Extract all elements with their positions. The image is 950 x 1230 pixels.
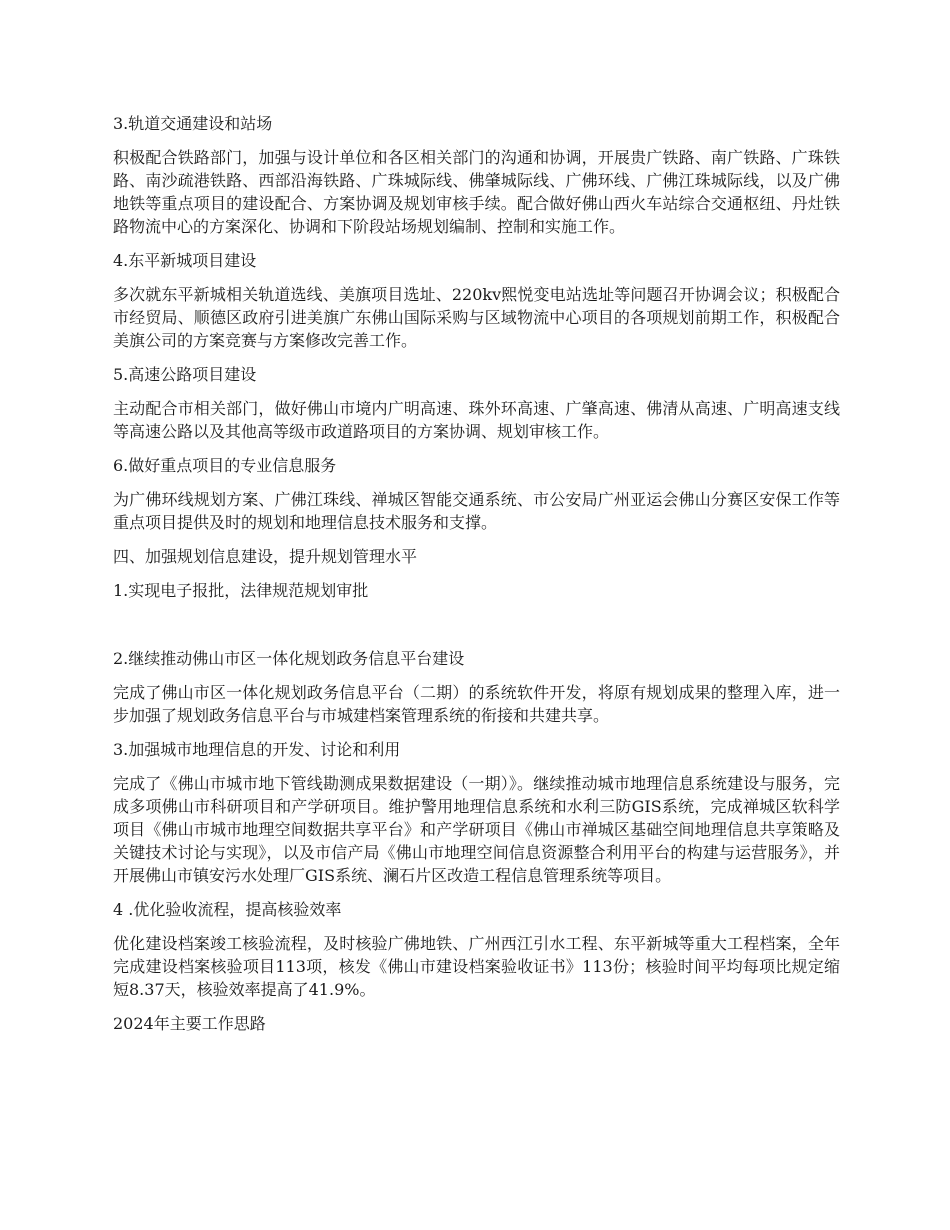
chapter-heading-four: 四、加强规划信息建设，提升规划管理水平 [113, 547, 418, 566]
paragraph-info-service: 为广佛环线规划方案、广佛江珠线、禅城区智能交通系统、市公安局广州亚运会佛山分赛区安保工作等重点项目提供及时的规划和地理信息技术服务和支撑。 [113, 490, 840, 532]
section-heading-2024-plan: 2024年主要工作思路 [113, 1014, 266, 1033]
section-heading-info-service: 6.做好重点项目的专业信息服务 [113, 456, 337, 475]
section-heading-acceptance: 4 .优化验收流程，提高核验效率 [113, 900, 342, 919]
paragraph-acceptance: 优化建设档案竣工核验流程，及时核验广佛地铁、广州西江引水工程、东平新城等重大工程档案，全年完成建设档案核验项目113项，核发《佛山市建设档案验收证书》113份；核验时间平均每项比规定缩短8.37天，核验效率提高了41.9%。 [113, 934, 840, 999]
paragraph-platform: 完成了佛山市区一体化规划政务信息平台（二期）的系统软件开发，将原有规划成果的整理入库，进一步加强了规划政务信息平台与市城建档案管理系统的衔接和共建共享。 [113, 683, 840, 725]
paragraph-highway: 主动配合市相关部门，做好佛山市境内广明高速、珠外环高速、广肇高速、佛清从高速、广明高速支线等高速公路以及其他高等级市政道路项目的方案协调、规划审核工作。 [113, 399, 840, 441]
section-heading-highway: 5.高速公路项目建设 [113, 365, 257, 384]
section-heading-rail: 3.轨道交通建设和站场 [113, 114, 273, 133]
paragraph-dongping: 多次就东平新城相关轨道选线、美旗项目选址、220kv熙悦变电站选址等问题召开协调会议；积极配合市经贸局、顺德区政府引进美旗广东佛山国际采购与区域物流中心项目的各项规划前期工作，积极配合美旗公司的方案竞赛与方案修改完善工作。 [113, 285, 840, 350]
section-heading-gis: 3.加强城市地理信息的开发、讨论和利用 [113, 740, 401, 759]
paragraph-gis: 完成了《佛山市城市地下管线勘测成果数据建设（一期）》。继续推动城市地理信息系统建设与服务，完成多项佛山市科研项目和产学研项目。维护警用地理信息系统和水利三防GIS系统，完成禅城区软科学项目《佛山市城市地理空间数据共享平台》和产学研项目《佛山市禅城区基础空间地理信息共享策略及关键技术讨论与实现》，以及市信产局《佛山市地理空间信息资源整合利用平台的构建与运营服务》，并开展佛山市镇安污水处理厂GIS系统、澜石片区改造工程信息管理系统等项目。 [113, 774, 840, 885]
section-heading-e-approval: 1.实现电子报批，法律规范规划审批 [113, 581, 369, 600]
section-heading-dongping: 4.东平新城项目建设 [113, 251, 257, 270]
paragraph-rail: 积极配合铁路部门，加强与设计单位和各区相关部门的沟通和协调，开展贵广铁路、南广铁路、广珠铁路、南沙疏港铁路、西部沿海铁路、广珠城际线、佛肇城际线、广佛环线、广佛江珠城际线，以及广佛地铁等重点项目的建设配合、方案协调及规划审核手续。配合做好佛山西火车站综合交通枢纽、丹灶铁路物流中心的方案深化、协调和下阶段站场规划编制、控制和实施工作。 [113, 148, 840, 236]
section-heading-platform: 2.继续推动佛山市区一体化规划政务信息平台建设 [113, 649, 465, 668]
